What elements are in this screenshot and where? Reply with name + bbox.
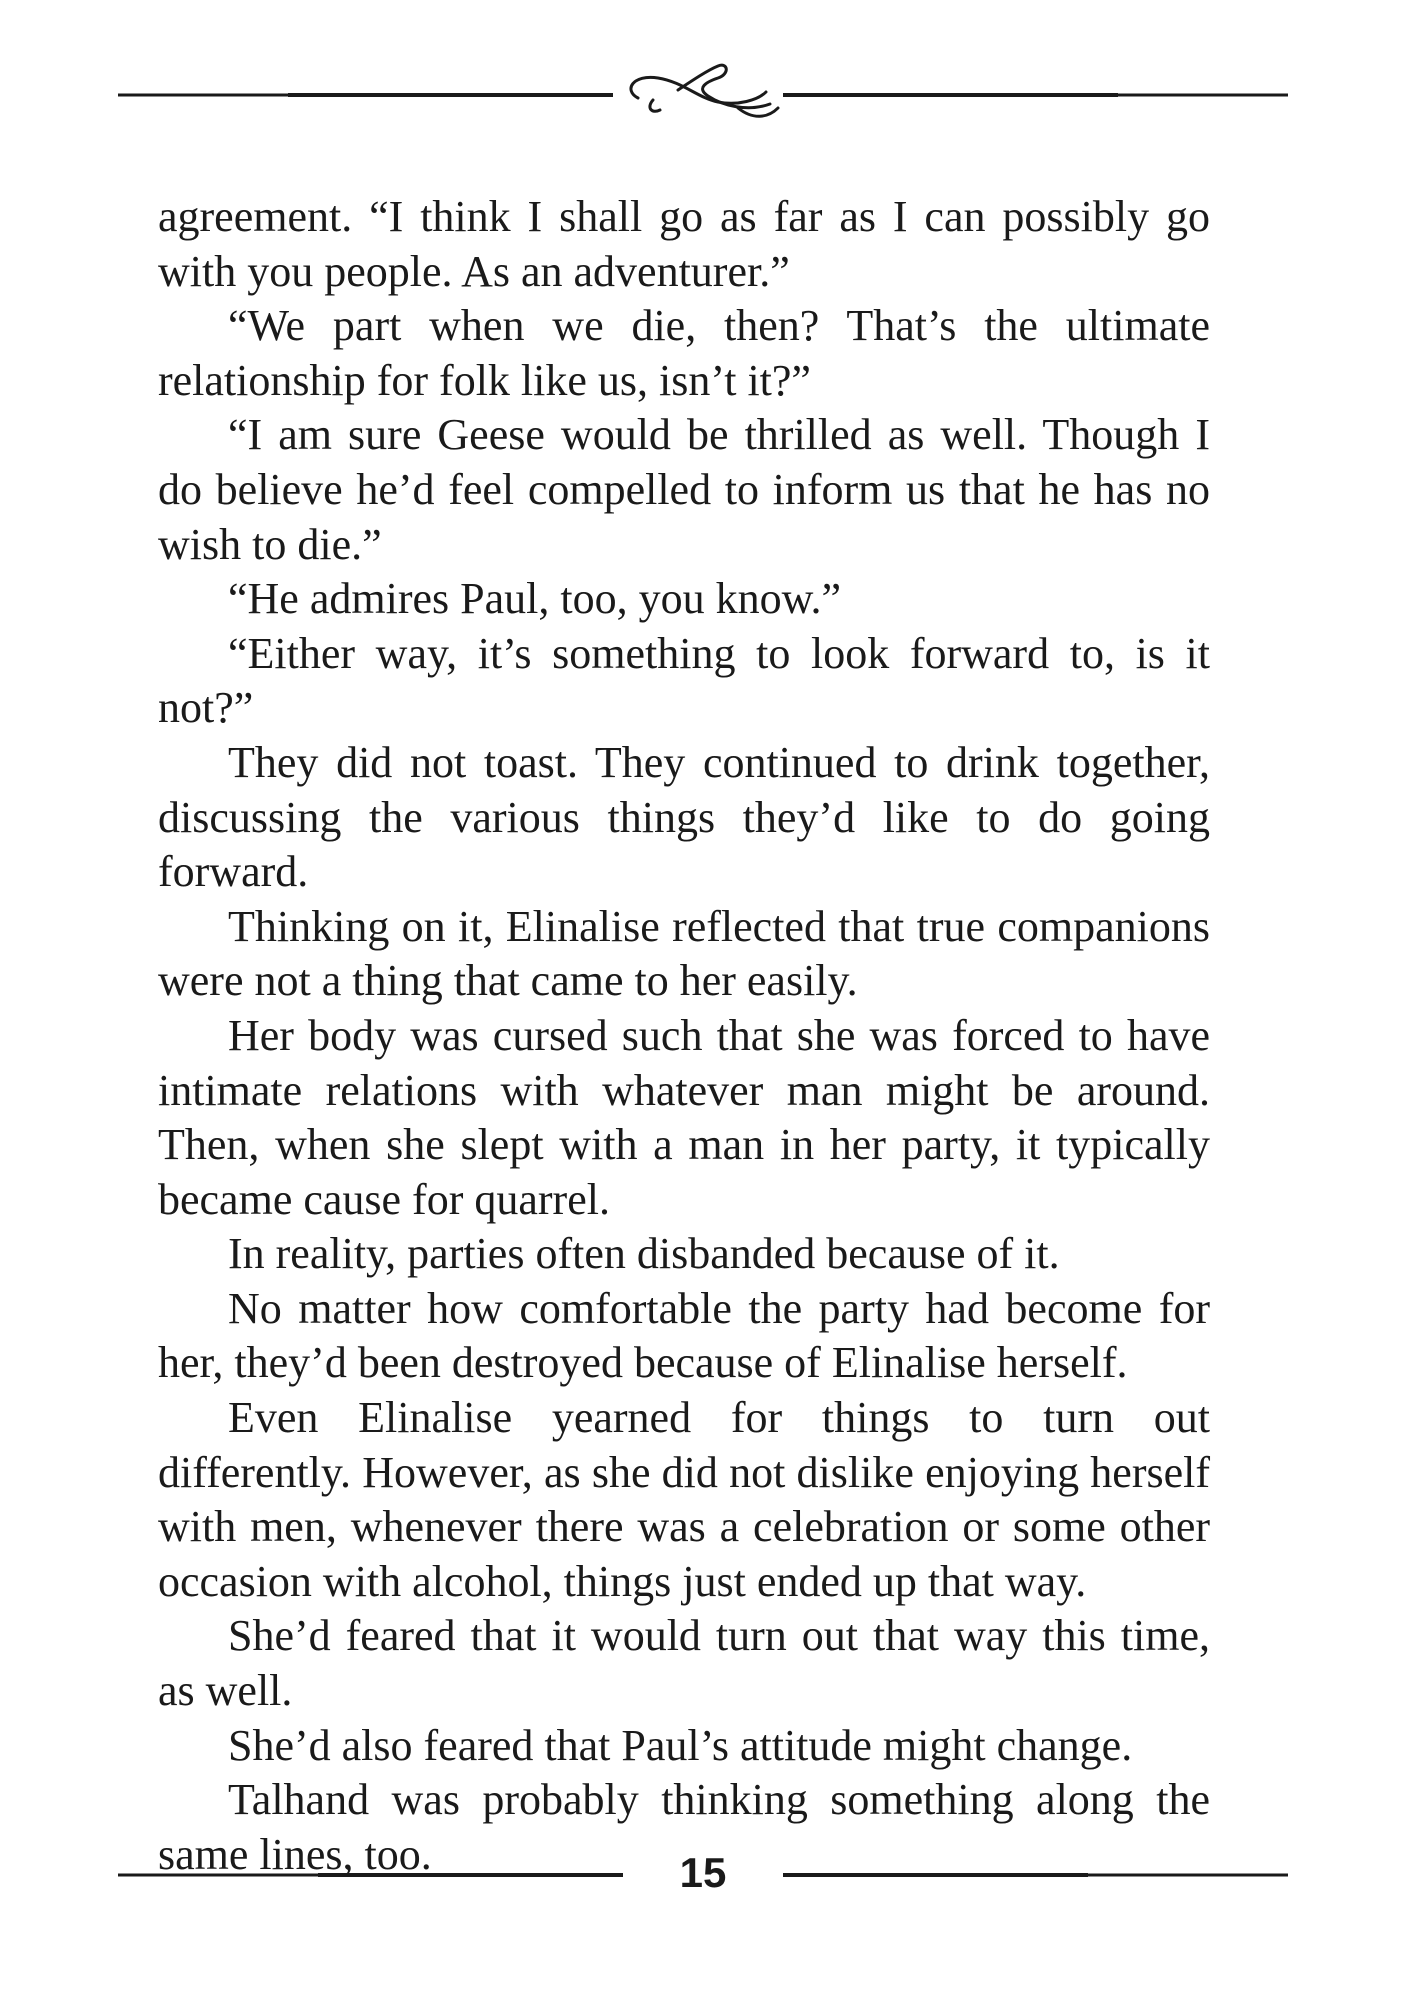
paragraph: Her body was cursed such that she was forced to have intimate relations with whatever man might be around. Then, when she slept with a man in her party, it typically became cause for quarrel.	[158, 1010, 1210, 1224]
paragraph: Thinking on it, Elinalise reflected that true companions were not a thing that came to her easily.	[158, 901, 1210, 1006]
paragraph: “He admires Paul, too, you know.”	[228, 574, 842, 624]
paragraph: “We part when we die, then? That’s the ultimate relationship for folk like us, isn’t it?”	[158, 301, 1210, 405]
paragraph: agreement. “I think I shall go as far as I can possibly go with you people. As an adventurer.”	[158, 192, 1210, 296]
footer	[118, 1845, 1288, 1905]
paragraph: No matter how comfortable the party had become for her, they’d been destroyed because of Elinalise herself.	[158, 1283, 1210, 1388]
page-body	[158, 190, 1210, 1882]
paragraph: She’d feared that it would turn out that way this time, as well.	[158, 1611, 1210, 1716]
paragraph: Talhand was probably thinking something along the same lines, too.	[158, 1775, 1210, 1879]
page-number: 15	[679, 1849, 727, 1896]
paragraph: “Either way, it’s something to look forward to, is it not?”	[158, 628, 1210, 733]
paragraph: In reality, parties often disbanded because of it.	[228, 1229, 1060, 1279]
paragraph: They did not toast. They continued to drink together, discussing the various things they’d like to do going forward.	[158, 737, 1210, 897]
header-ornament	[118, 60, 1288, 130]
flourish-icon	[631, 65, 778, 116]
paragraph: “I am sure Geese would be thrilled as well. Though I do believe he’d feel compelled to inform us that he has no wish to die.”	[158, 410, 1210, 569]
paragraph: Even Elinalise yearned for things to turn out differently. However, as she did not dislike enjoying herself with men, whenever there was a celebration or some other occasion with alcohol, things just ended up that way.	[158, 1393, 1210, 1606]
paragraph: She’d also feared that Paul’s attitude might change.	[228, 1720, 1133, 1770]
